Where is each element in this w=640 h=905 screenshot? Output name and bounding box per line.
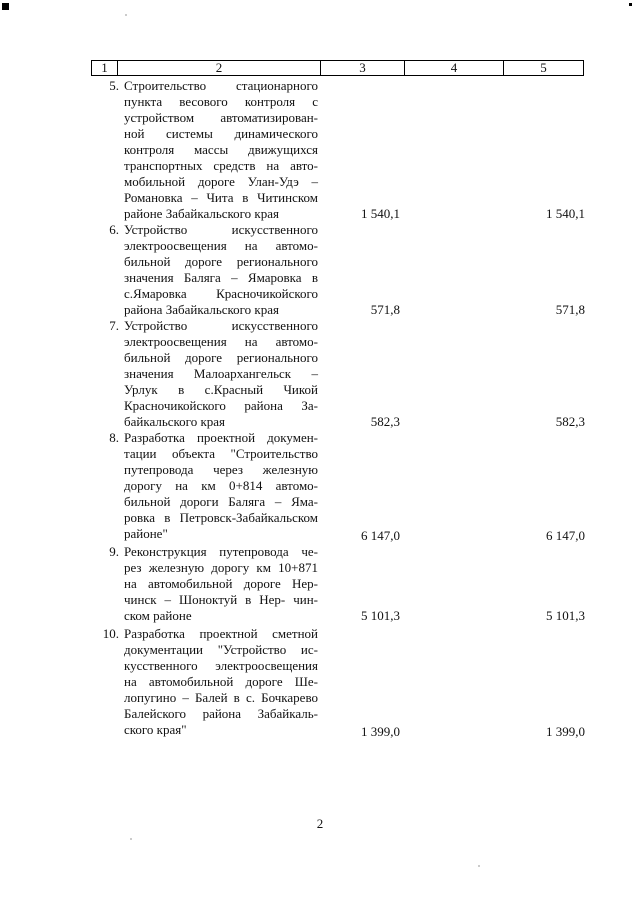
- column-header-5: 5: [540, 60, 547, 75]
- row-number: 5.: [109, 78, 119, 93]
- row-value-col3: 582,3: [370, 414, 400, 429]
- scan-speck: [130, 838, 132, 840]
- row-value-col3: 5 101,3: [361, 608, 400, 623]
- table-header: [91, 60, 584, 76]
- scan-corner-mark: [2, 3, 9, 10]
- row-number: 9.: [109, 544, 119, 559]
- row-value-col3: 1 399,0: [361, 724, 400, 739]
- row-value-col3: 6 147,0: [361, 528, 400, 543]
- row-number: 8.: [109, 430, 119, 445]
- page-number: 2: [316, 816, 324, 831]
- column-header-3: 3: [321, 61, 405, 75]
- row-number: 10.: [102, 626, 119, 641]
- row-value-col5: 582,3: [555, 414, 585, 429]
- column-header-2: 2: [118, 61, 321, 75]
- row-description: Разработка проектной сметной документации "Устройство ис- кусственного электроосвещения на автомобильной дороге Ше- лопугино – Балей в с. Бочкарево Балейского района Забайкаль- ского края": [124, 626, 318, 737]
- scan-edge-dot: [629, 3, 632, 6]
- row-value-col5: 6 147,0: [546, 528, 585, 543]
- row-value-col5: 571,8: [555, 302, 585, 317]
- row-description: Устройство искусственного электроосвещения на автомо- бильной дороге регионального значения Малоархангельск – Урлук в с.Красный Чикой Красночикойского района За- байкальского края: [124, 318, 318, 429]
- row-value-col5: 5 101,3: [546, 608, 585, 623]
- row-description: Реконструкция путепровода че- рез железную дорогу км 10+871 на автомобильной дороге Нер- чинск – Шоноктуй в Нер- чин- ском районе: [124, 544, 318, 623]
- row-value-col3: 1 540,1: [361, 206, 400, 221]
- column-header-1: 1: [92, 61, 118, 75]
- scan-speck: [125, 14, 127, 16]
- row-value-col5: 1 540,1: [546, 206, 585, 221]
- row-description: Устройство искусственного электроосвещения на автомо- бильной дороге регионального значения Баляга – Ямаровка в с.Ямаровка Красночикойского района Забайкальского края: [124, 222, 318, 317]
- scan-speck: [478, 865, 480, 867]
- row-value-col3: 571,8: [370, 302, 400, 317]
- row-number: 7.: [109, 318, 119, 333]
- column-header-4: 4: [405, 61, 504, 75]
- row-number: 6.: [109, 222, 119, 237]
- row-description: Строительство стационарного пункта весового контроля с устройством автоматизирован- ной системы динамического контроля массы движущихся транспортных средств на авто- мобильной дороге Улан-Удэ – Романовка – Чита в Читинском районе Забайкальского края: [124, 78, 318, 221]
- row-value-col5: 1 399,0: [546, 724, 585, 739]
- row-description: Разработка проектной докумен- тации объекта "Строительство путепровода через железную дорогу на км 0+814 автомо- бильной дороги Баляга – Яма- ровка в Петровск-Забайкальском районе": [124, 430, 318, 541]
